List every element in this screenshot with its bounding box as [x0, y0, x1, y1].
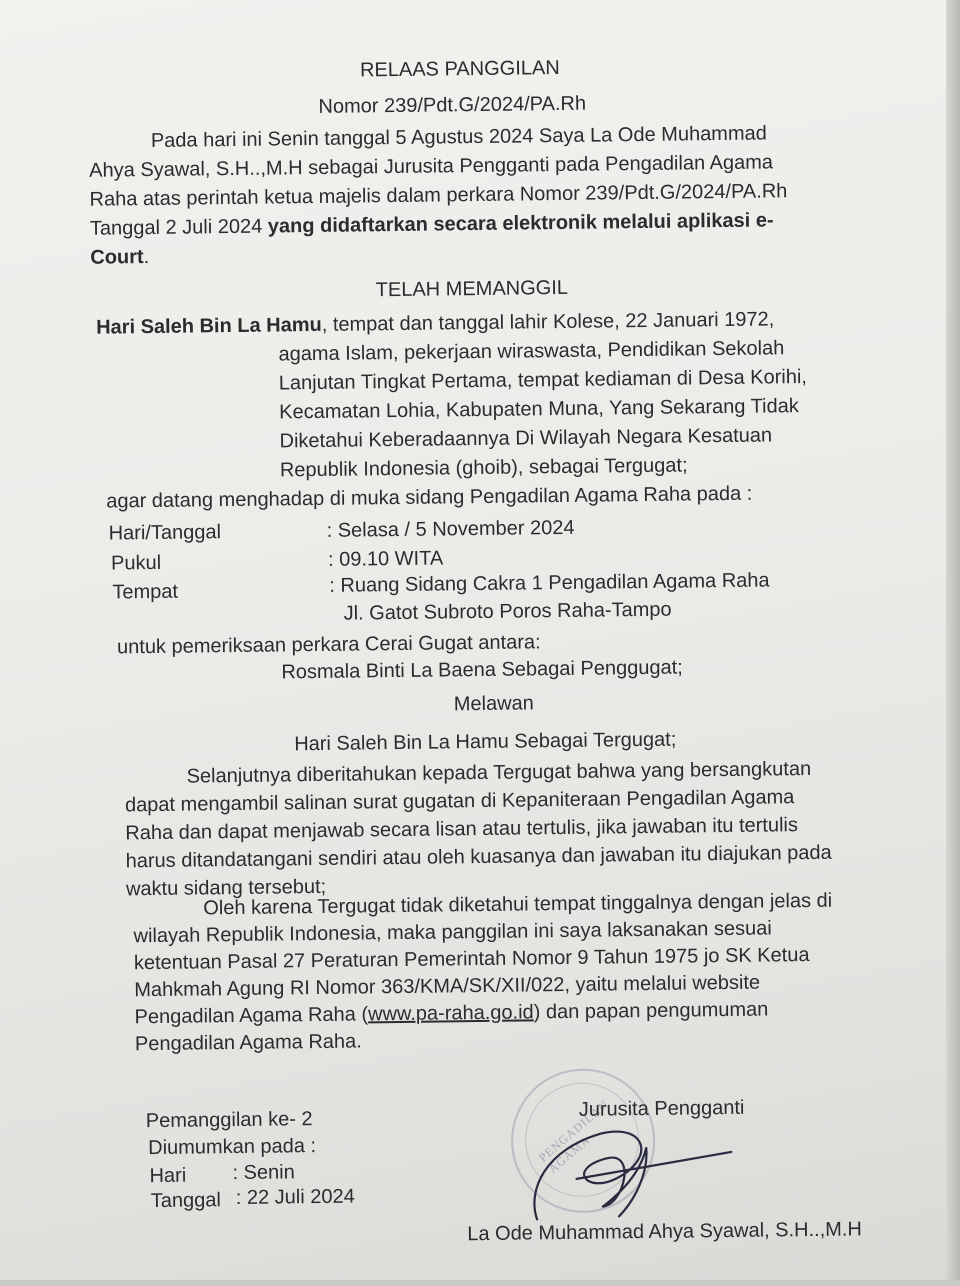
announce-day-value: : Senin: [232, 1161, 295, 1185]
schedule-label-place: Tempat: [112, 580, 179, 604]
legal-text: Pengadilan Agama Raha (: [134, 1003, 369, 1029]
court-stamp-text: PENGADILAN AGAMA: [535, 1097, 612, 1177]
intro-line: Raha atas perintah ketua majelis dalam perkara Nomor 239/Pdt.G/2024/PA.Rh: [89, 180, 788, 211]
intro-line: Pada hari ini Senin tanggal 5 Agustus 2024 Saya La Ode Muhammad: [150, 122, 767, 152]
summons-count: Pemanggilan ke- 2: [145, 1108, 313, 1133]
defendant-detail-line: Republik Indonesia (ghoib), sebagai Tergugat;: [279, 454, 688, 482]
notice-line: dapat mengambil salinan surat gugatan di Kepaniteraan Pengadilan Agama: [124, 786, 795, 817]
legal-line: Mahkmah Agung RI Nomor 363/KMA/SK/XII/022, yaitu melalui website: [134, 971, 761, 1002]
signer-role: Jurusita Pengganti: [578, 1096, 745, 1121]
schedule-label-date: Hari/Tanggal: [108, 521, 222, 545]
intro-date-text: Tanggal 2 Juli 2024: [89, 215, 268, 240]
defendant-party-line: Hari Saleh Bin La Hamu Sebagai Tergugat;: [294, 728, 677, 756]
defendant-detail-line: agama Islam, pekerjaan wiraswasta, Pendidikan Sekolah: [278, 337, 785, 366]
intro-bold-text: Court: [90, 246, 144, 269]
schedule-address: Jl. Gatot Subroto Poros Raha-Tampo: [343, 598, 672, 625]
defendant-detail-line: Diketahui Keberadaannya Di Wilayah Negara Kesatuan: [279, 424, 773, 453]
legal-text: ) dan papan pengumuman: [533, 998, 769, 1024]
legal-line: wilayah Republik Indonesia, maka panggilan ini saya laksanakan sesuai: [133, 917, 772, 948]
legal-line: Oleh karena Tergugat tidak diketahui tempat tinggalnya dengan jelas di: [203, 889, 833, 920]
case-intro: untuk pemeriksaan perkara Cerai Gugat antara:: [116, 631, 541, 659]
notice-line: Raha dan dapat menjawab secara lisan atau tertulis, jika jawaban itu tertulis: [125, 814, 799, 845]
plaintiff-line: Rosmala Binti La Baena Sebagai Penggugat;: [281, 656, 683, 684]
intro-line: Ahya Syawal, S.H..,M.H sebagai Jurusita Pengganti pada Pengadilan Agama: [89, 151, 774, 182]
schedule-value-place: : Ruang Sidang Cakra 1 Pengadilan Agama Raha: [329, 569, 770, 597]
section-heading-called: TELAH MEMANGGIL: [375, 276, 569, 302]
defendant-name: Hari Saleh Bin La Hamu: [96, 313, 322, 339]
defendant-details: [278, 333, 888, 485]
notice-line: Selanjutnya diberitahukan kepada Tergugat bahwa yang bersangkutan: [186, 757, 812, 788]
schedule-intro: agar datang menghadap di muka sidang Pengadilan Agama Raha pada :: [106, 482, 753, 513]
schedule-value-time: : 09.10 WITA: [327, 547, 444, 571]
case-number: Nomor 239/Pdt.G/2024/PA.Rh: [318, 92, 587, 118]
announce-date-label: Tanggal: [150, 1189, 222, 1213]
defendant-birth: , tempat dan tanggal lahir Kolese, 22 Januari 1972,: [321, 308, 775, 336]
versus-label: Melawan: [453, 692, 534, 716]
document-title: RELAAS PANGGILAN: [359, 56, 560, 82]
announced-label: Diumumkan pada :: [148, 1135, 317, 1160]
intro-period: .: [143, 246, 150, 269]
announce-date-value: : 22 Juli 2024: [235, 1185, 355, 1210]
announce-day-label: Hari: [149, 1164, 187, 1188]
defendant-detail-line: Lanjutan Tingkat Pertama, tempat kediaman di Desa Korihi,: [278, 365, 808, 395]
signer-name: La Ode Muhammad Ahya Syawal, S.H..,M.H: [467, 1218, 862, 1246]
defendant-detail-line: Kecamatan Lohia, Kabupaten Muna, Yang Sekarang Tidak: [279, 395, 799, 424]
schedule-label-time: Pukul: [110, 551, 162, 575]
legal-basis-paragraph: [133, 887, 875, 1058]
signature: [506, 1107, 767, 1230]
legal-line: Pengadilan Agama Raha.: [134, 1030, 362, 1056]
intro-paragraph: [89, 118, 896, 273]
notice-line: waktu sidang tersebut;: [125, 875, 327, 901]
intro-bold-text: yang didaftarkan secara elektronik melalui aplikasi e-: [267, 209, 774, 238]
notice-paragraph: [124, 754, 881, 903]
notice-line: harus ditandatangani sendiri atau oleh kuasanya dan jawaban itu diajukan pada: [125, 841, 832, 873]
schedule-value-date: : Selasa / 5 November 2024: [326, 516, 575, 542]
website-link[interactable]: www.pa-raha.go.id: [367, 1001, 534, 1026]
legal-line: ketentuan Pasal 27 Peraturan Pemerintah Nomor 9 Tahun 1975 jo SK Ketua: [133, 943, 810, 975]
